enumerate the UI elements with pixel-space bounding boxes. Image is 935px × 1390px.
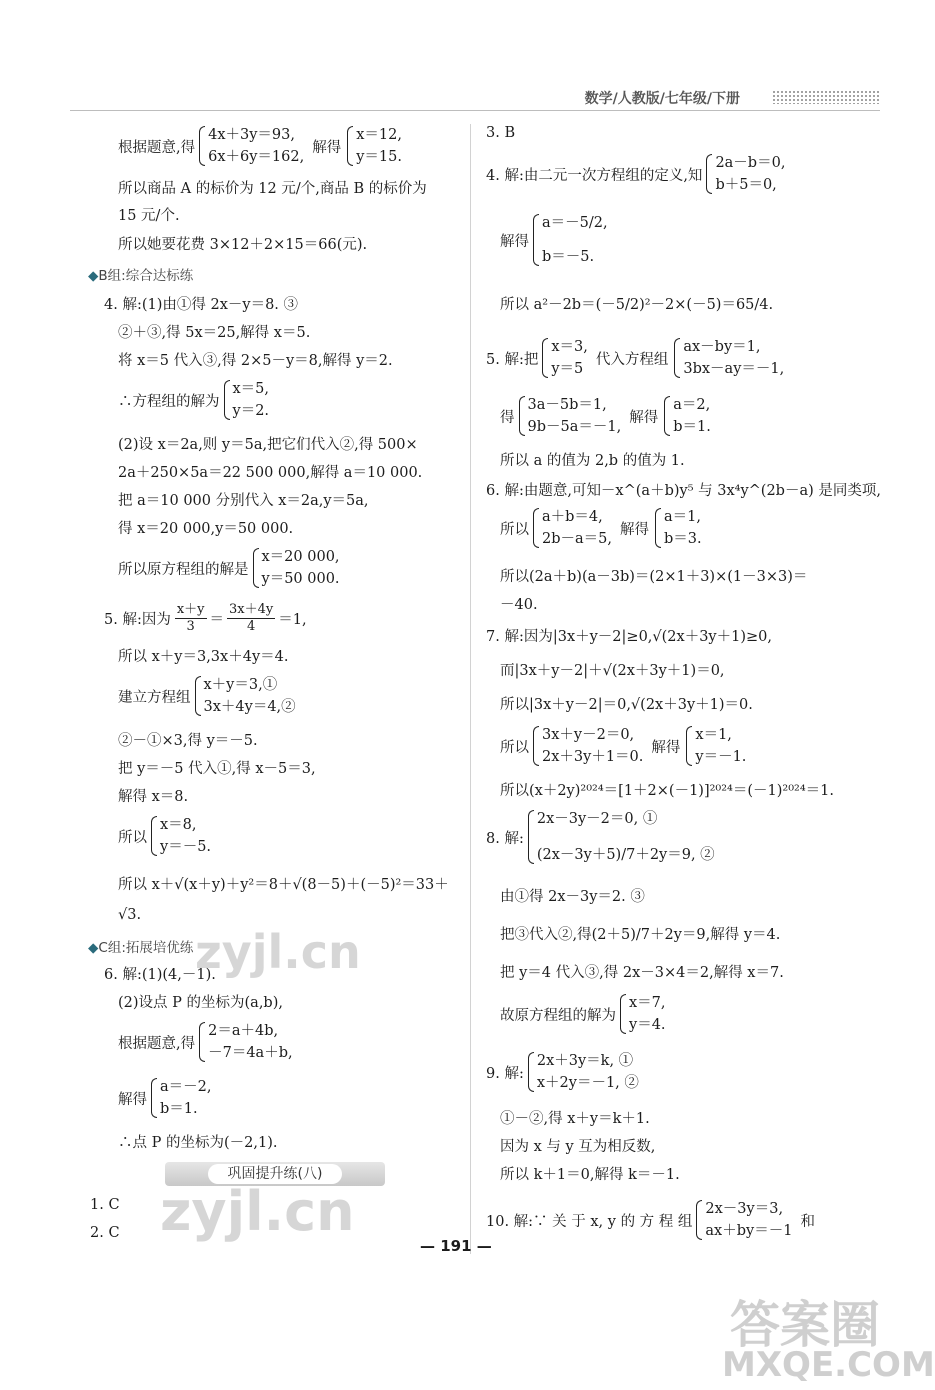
left-system-7: 解得 a＝－2, b＝1. [118, 1079, 212, 1117]
page-number: — 191 — [420, 1237, 492, 1255]
left-system-3: 所以原方程组的解是 x＝20 000, y＝50 000. [118, 549, 340, 587]
right-system-8: 故原方程组的解为 x＝7, y＝4. [500, 995, 666, 1033]
fraction-equation: 5. 解:因为 x＋y 3 ＝ 3x＋4y 4 ＝1, [104, 602, 307, 634]
watermark-zyjl-1: zyjl.cn [195, 925, 361, 979]
right-system-5: 所以 a＋b＝4, 2b－a＝5, 解得 a＝1, b＝3. [500, 509, 702, 547]
text-line: 2a＋250×5a＝22 500 000,解得 a＝10 000. [118, 465, 423, 481]
diamond-icon: ◆ [88, 940, 99, 956]
text-line: 而|3x＋y－2|＋√(2x＋3y＋1)＝0, [500, 663, 725, 679]
text-line: ①－②,得 x＋y＝k＋1. [500, 1111, 650, 1127]
right-system-6: 所以 3x＋y－2＝0, 2x＋3y＋1＝0. 解得 x＝1, y＝－1. [500, 727, 747, 765]
text-line: 6. 解:由题意,可知－x^(a＋b)y⁵ 与 3x⁴y^(2b－a) 是同类项, [486, 483, 881, 499]
text-line: 4. 解:(1)由①得 2x－y＝8. ③ [104, 297, 299, 313]
text-line: 所以商品 A 的标价为 12 元/个,商品 B 的标价为 [118, 181, 427, 197]
text-line: 把 y＝－5 代入①,得 x－5＝3, [118, 761, 316, 777]
text-line: (2)设 x＝2a,则 y＝5a,把它们代入②,得 500× [118, 437, 418, 453]
text-line: 所以 x＋y＝3,3x＋4y＝4. [118, 649, 289, 665]
header-title: 数学/人教版/七年级/下册 [584, 91, 740, 107]
right-system-9: 9. 解: 2x＋3y＝k, ① x＋2y＝－1, ② [486, 1053, 639, 1091]
text-line: ②＋③,得 5x＝25,解得 x＝5. [118, 325, 311, 341]
text-line: 把 a＝10 000 分别代入 x＝2a,y＝5a, [118, 493, 369, 509]
text-line: 所以 x＋√(x＋y)＋y²＝8＋√(8－5)＋(－5)²＝33＋ [118, 877, 449, 893]
diamond-icon: ◆ [88, 268, 99, 284]
text-line: 将 x＝5 代入③,得 2×5－y＝8,解得 y＝2. [118, 353, 393, 369]
left-system-6: 根据题意,得 2＝a＋4b, －7＝4a＋b, [118, 1023, 293, 1061]
text-line: ②－①×3,得 y＝－5. [118, 733, 258, 749]
header-dot-pattern [772, 90, 880, 104]
text-line: 6. 解:(1)(4,－1). [104, 967, 216, 983]
text-line: 因为 x 与 y 互为相反数, [500, 1139, 656, 1155]
text-line: 所以她要花费 3×12＋2×15＝66(元). [118, 237, 368, 253]
text-line: (2)设点 P 的坐标为(a,b), [118, 995, 283, 1011]
right-system-4: 得 3a－5b＝1, 9b－5a＝－1, 解得 a＝2, b＝1. [500, 397, 711, 435]
watermark-zyjl-2: zyjl.cn [160, 1180, 355, 1243]
right-system-7: 8. 解: 2x－3y－2＝0, ① (2x－3y＋5)/7＋2y＝9, ② [486, 811, 715, 863]
watermark-mxqe: MXQE.COM [722, 1345, 935, 1385]
text-line: －40. [500, 597, 538, 613]
text-line: 得 x＝20 000,y＝50 000. [118, 521, 294, 537]
section-heading-c: ◆C组:拓展培优练 [88, 940, 194, 956]
left-system-1: 根据题意,得 4x＋3y＝93, 6x＋6y＝162, 解得 x＝12, y＝15. [118, 127, 402, 165]
section-heading-b: ◆B组:综合达标练 [88, 268, 194, 284]
text-line: 7. 解:因为|3x＋y－2|≥0,√(2x＋3y＋1)≥0, [486, 629, 772, 645]
answer-3: 3. B [486, 125, 516, 141]
text-line: 15 元/个. [118, 208, 180, 224]
text-line: ∴点 P 的坐标为(－2,1). [118, 1135, 278, 1151]
right-system-1: 4. 解:由二元一次方程组的定义,知 2a－b＝0, b＋5＝0, [486, 155, 786, 193]
right-system-2: 解得 a＝－5/2, b＝－5. [500, 215, 608, 265]
left-system-2: ∴方程组的解为 x＝5, y＝2. [118, 381, 270, 419]
left-system-5: 所以 x＝8, y＝－5. [118, 817, 212, 855]
text-line: √3. [118, 907, 142, 923]
column-divider [470, 124, 471, 1254]
text-line: 所以 a²－2b＝(－5/2)²－2×(－5)＝65/4. [500, 297, 774, 313]
text-line: 由①得 2x－3y＝2. ③ [500, 889, 645, 905]
section-banner: 巩固提升练(八) [165, 1162, 385, 1186]
text-line: 所以(x＋2y)²⁰²⁴＝[1＋2×(－1)]²⁰²⁴＝(－1)²⁰²⁴＝1. [500, 783, 834, 799]
left-system-4: 建立方程组 x＋y＝3,① 3x＋4y＝4,② [118, 677, 296, 715]
text-line: 把 y＝4 代入③,得 2x－3×4＝2,解得 x＝7. [500, 965, 784, 981]
right-system-10: 10. 解:∵ 关 于 x, y 的 方 程 组 2x－3y＝3, ax＋by＝－1 和 [486, 1201, 815, 1239]
text-line: 所以 k＋1＝0,解得 k＝－1. [500, 1167, 680, 1183]
text-line: 所以(2a＋b)(a－3b)＝(2×1＋3)×(1－3×3)＝ [500, 569, 808, 585]
header-rule [70, 110, 880, 111]
answer-2: 2. C [90, 1225, 120, 1241]
right-system-3: 5. 解:把 x＝3, y＝5 代入方程组 ax－by＝1, 3bx－ay＝－1, [486, 339, 785, 377]
text-line: 所以 a 的值为 2,b 的值为 1. [500, 453, 685, 469]
text-line: 所以|3x＋y－2|＝0,√(2x＋3y＋1)＝0. [500, 697, 753, 713]
answer-1: 1. C [90, 1197, 120, 1213]
watermark-daanquan: 答案圈 [730, 1296, 880, 1354]
text-line: 把③代入②,得(2＋5)/7＋2y＝9,解得 y＝4. [500, 927, 781, 943]
text-line: 解得 x＝8. [118, 789, 189, 805]
